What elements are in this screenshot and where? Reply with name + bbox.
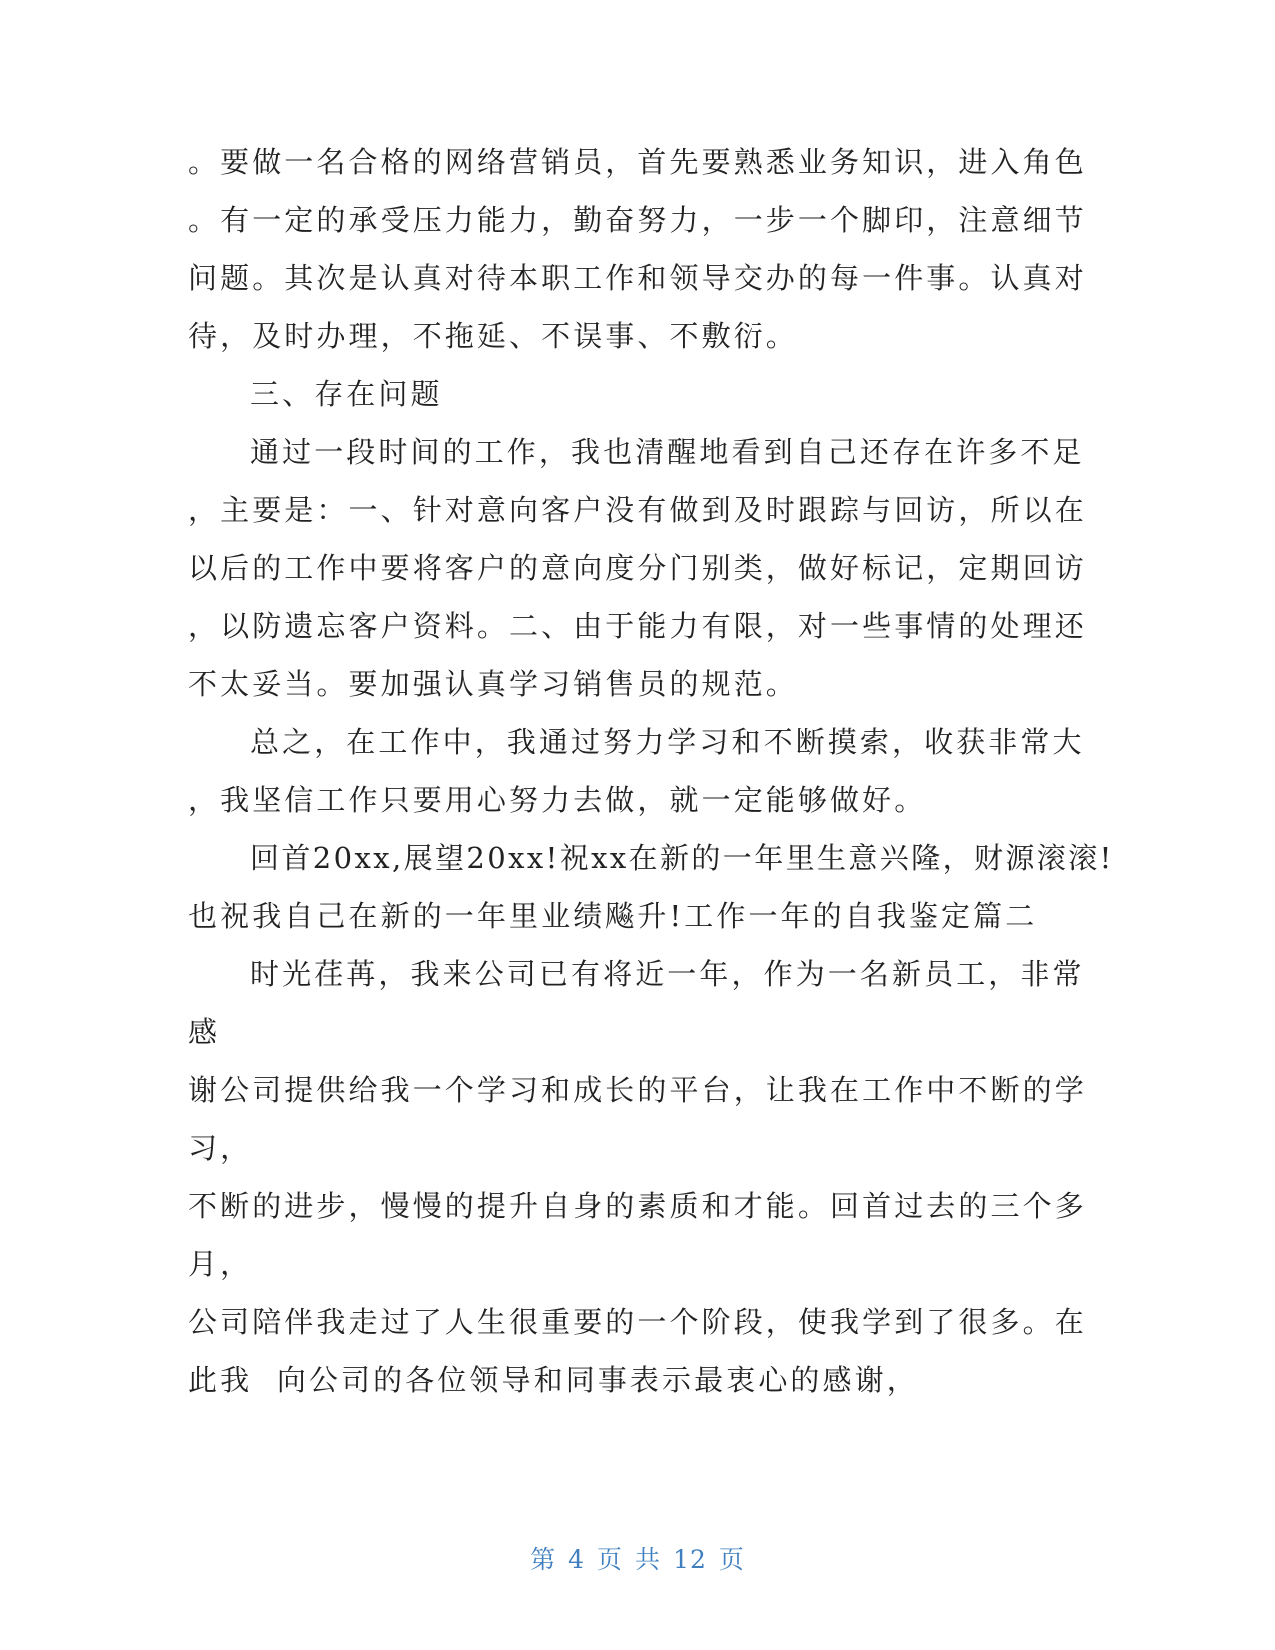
text-line: 以后的工作中要将客户的意向度分门别类，做好标记，定期回访 [188, 551, 1087, 585]
text-line: 总之，在工作中，我通过努力学习和不断摸索，收获非常大 [250, 725, 1085, 759]
footer-prefix: 第 [530, 1545, 557, 1574]
text-line: 回首20xx,展望20xx!祝xx在新的一年里生意兴隆，财源滚滚! [250, 841, 1114, 875]
text-line: 时光荏苒，我来公司已有将近一年，作为一名新员工，非常 [250, 957, 1085, 991]
text-line: ，主要是：一、针对意向客户没有做到及时跟踪与回访，所以在 [188, 493, 1087, 527]
text-line: 。有一定的承受压力能力，勤奋努力，一步一个脚印，注意细节 [188, 203, 1087, 237]
text-line: 通过一段时间的工作，我也清醒地看到自己还存在许多不足 [250, 435, 1085, 469]
current-page-number: 4 [568, 1545, 586, 1574]
text-line: 此我 向公司的各位领导和同事表示最衷心的感谢， [188, 1363, 919, 1397]
text-line: 问题。其次是认真对待本职工作和领导交办的每一件事。认真对 [188, 261, 1087, 295]
text-line: 。要做一名合格的网络营销员，首先要熟悉业务知识，进入角色 [188, 145, 1087, 179]
total-pages-number: 12 [673, 1545, 707, 1574]
text-line: 公司陪伴我走过了人生很重要的一个阶段，使我学到了很多。在 [188, 1305, 1087, 1339]
text-line: 也祝我自己在新的一年里业绩飚升!工作一年的自我鉴定篇二 [188, 899, 1038, 933]
text-line: ，我坚信工作只要用心努力去做，就一定能够做好。 [188, 783, 927, 817]
text-line: 谢公司提供给我一个学习和成长的平台，让我在工作中不断的学 [188, 1073, 1087, 1107]
text-line: 待，及时办理，不拖延、不误事、不敷衍。 [188, 319, 798, 353]
text-line: 不太妥当。要加强认真学习销售员的规范。 [188, 667, 798, 701]
text-line: ，以防遗忘客户资料。二、由于能力有限，对一些事情的处理还 [188, 609, 1087, 643]
footer-total-label: 共 [635, 1545, 662, 1574]
section-heading: 三、存在问题 [250, 377, 443, 411]
text-line: 感 [188, 1015, 221, 1049]
page-number-footer [0, 1540, 1275, 1576]
text-line: 不断的进步，慢慢的提升自身的素质和才能。回首过去的三个多 [188, 1189, 1087, 1223]
text-line: 习， [188, 1131, 253, 1165]
footer-suffix: 页 [718, 1545, 745, 1574]
footer-page-label: 页 [597, 1545, 624, 1574]
text-line: 月， [188, 1247, 253, 1281]
